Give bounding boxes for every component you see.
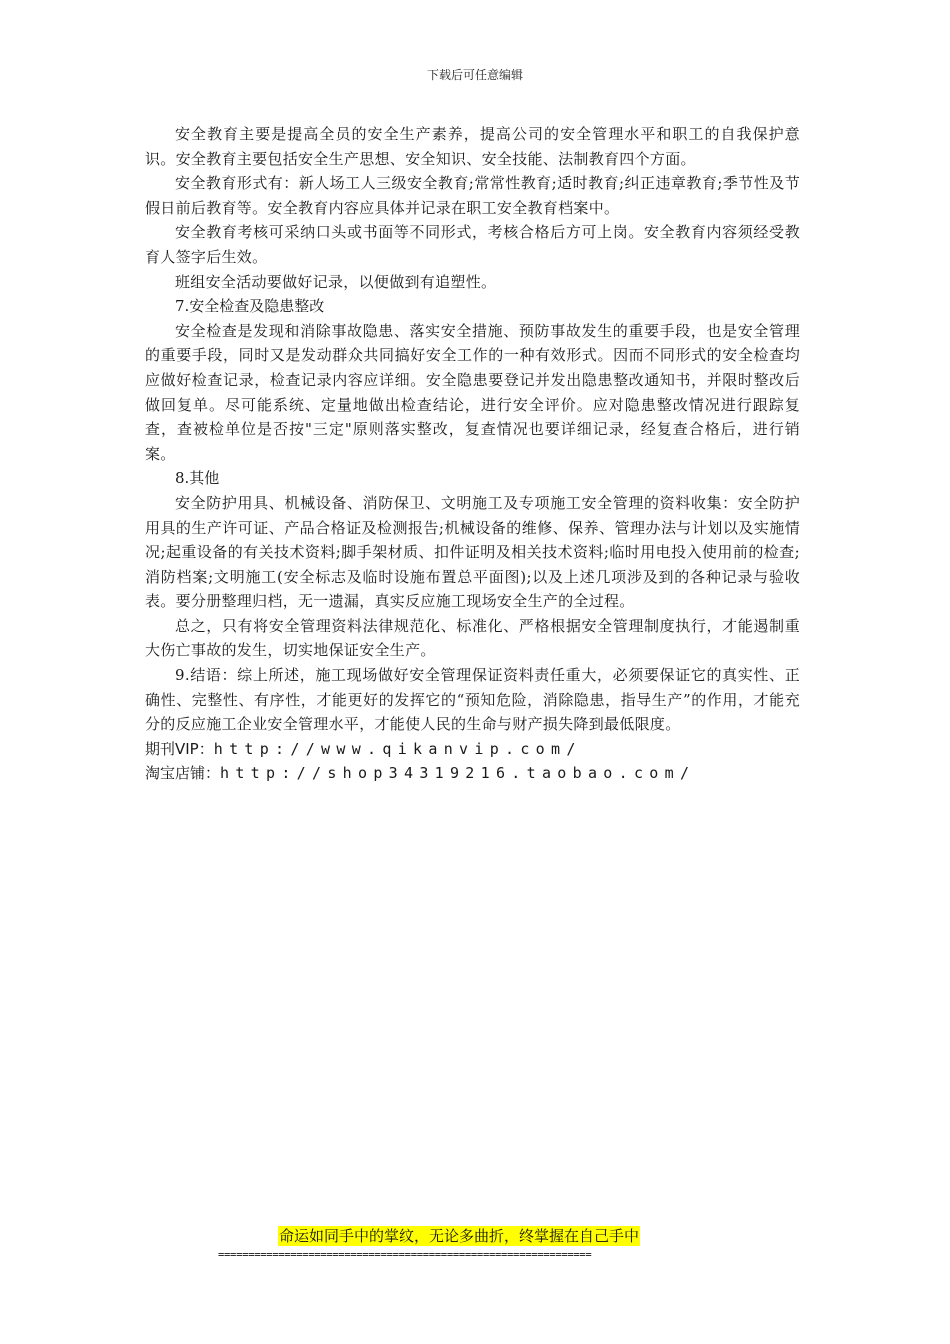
paragraph-safety-education-assessment: 安全教育考核可采纳口头或书面等不同形式，考核合格后方可上岗。安全教育内容须经受教育人签字后生效。: [145, 223, 800, 266]
footer-motto: 命运如同手中的掌纹，无论多曲折，终掌握在自己手中: [279, 1227, 640, 1245]
journal-link-line: [145, 737, 800, 762]
shop-link-url[interactable]: http://shop34319216.taobao.com/: [220, 764, 696, 783]
shop-link-label: 淘宝店铺：: [145, 764, 221, 783]
paragraph-summary: 总之，只有将安全管理资料法律规范化、标准化、严格根据安全管理制度执行，才能遏制重大伤亡事故的发生，切实地保证安全生产。: [145, 616, 800, 660]
section-heading-7: 7.安全检查及隐患整改: [175, 297, 325, 316]
paragraph-other-materials: 安全防护用具、机械设备、消防保卫、文明施工及专项施工安全管理的资料收集：安全防护用具的生产许可证、产品合格证及检测报告;机械设备的维修、保养、管理办法与计划以及实施情况;起重设备的有关技术资料;脚手架材质、扣件证明及相关技术资料;临时用电投入使用前的检查;消防档案;文明施工(安全标志及临时设施布置总平面图);以及上述几项涉及到的各种记录与验收表。要分册整理归档，无一遗漏，真实反应施工现场安全生产的全过程。: [145, 493, 800, 611]
footer-divider-rule: ==============================================================: [218, 1249, 592, 1261]
section-heading-8: 8.其他: [175, 469, 220, 488]
journal-link-label: 期刊VIP：: [145, 739, 214, 758]
paragraph-team-activity-records: 班组安全活动要做好记录，以便做到有追塑性。: [175, 272, 497, 291]
paragraph-conclusion: 9.结语：综上所述，施工现场做好安全管理保证资料责任重大，必须要保证它的真实性、正确性、完整性、有序性，才能更好的发挥它的“预知危险，消除隐患，指导生产”的作用，才能充分的反应施工企业安全管理水平，才能使人民的生命与财产损失降到最低限度。: [145, 666, 800, 734]
page-header: 下载后可任意编辑: [426, 68, 523, 82]
journal-link-url[interactable]: http://www.qikanvip.com/: [213, 739, 582, 758]
paragraph-safety-education-purpose: 安全教育主要是提高全员的安全生产素养，提高公司的安全管理水平和职工的自我保护意识。安全教育主要包括安全生产思想、安全知识、安全技能、法制教育四个方面。: [145, 125, 800, 168]
paragraph-safety-inspection: 安全检查是发现和消除事故隐患、落实安全措施、预防事故发生的重要手段，也是安全管理的重要手段，同时又是发动群众共同搞好安全工作的一种有效形式。因而不同形式的安全检查均应做好检查记录，检查记录内容应详细。安全隐患要登记并发出隐患整改通知书，并限时整改后做回复单。尽可能系统、定量地做出检查结论，进行安全评价。应对隐患整改情况进行跟踪复查，查被检单位是否按"三定"原则落实整改，复查情况也要详细记录，经复查合格后，进行销案。: [145, 321, 800, 463]
document-body: [145, 122, 800, 786]
shop-link-line: [145, 761, 800, 786]
paragraph-safety-education-forms: 安全教育形式有：新人场工人三级安全教育;常常性教育;适时教育;纠正违章教育;季节性及节假日前后教育等。安全教育内容应具体并记录在职工安全教育档案中。: [145, 174, 800, 217]
